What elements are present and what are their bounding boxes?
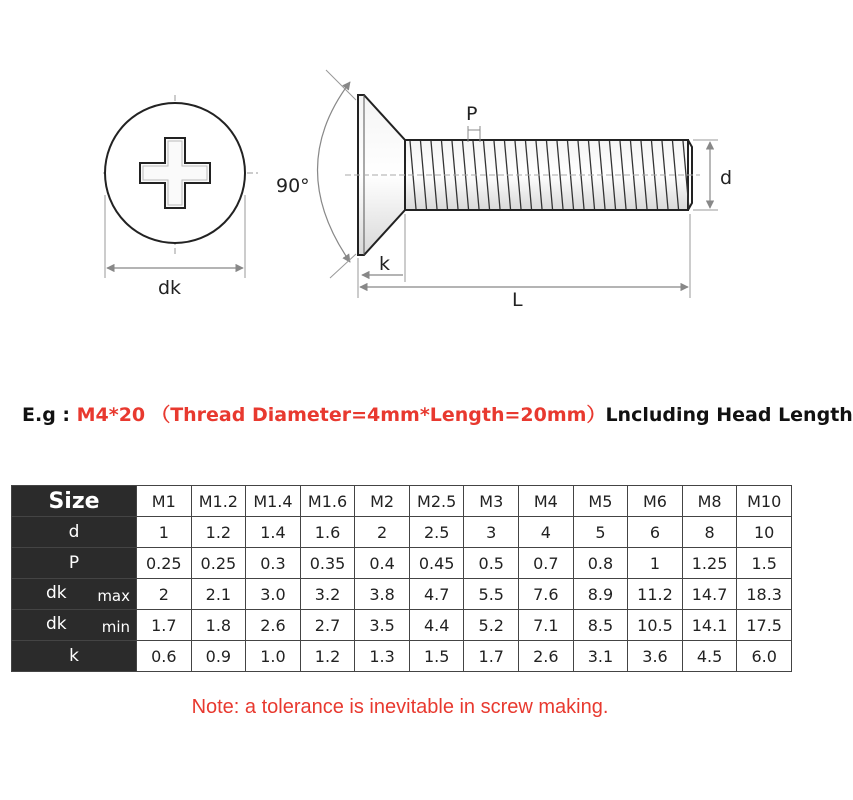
size-cell: M1.6: [300, 486, 355, 517]
screw-head-top-view: [103, 95, 258, 299]
table-header-row: [12, 486, 792, 517]
value-cell: 4.5: [682, 641, 737, 672]
value-cell: 3.5: [355, 610, 410, 641]
value-cell: 3.8: [355, 579, 410, 610]
row-label-text: P: [68, 553, 80, 573]
value-cell: 0.6: [137, 641, 192, 672]
value-cell: 3.2: [300, 579, 355, 610]
value-cell: 1.8: [191, 610, 246, 641]
value-cell: 0.25: [137, 548, 192, 579]
head-height-label: k: [379, 253, 391, 275]
value-cell: 5: [573, 517, 628, 548]
value-cell: 1.3: [355, 641, 410, 672]
row-label-text: dk: [46, 583, 67, 603]
example-suffix: Lncluding Head Length: [605, 404, 853, 426]
tolerance-note: Note: a tolerance is inevitable in screw making.: [191, 696, 609, 718]
value-cell: 0.45: [409, 548, 464, 579]
value-cell: 3: [464, 517, 519, 548]
value-cell: 18.3: [737, 579, 792, 610]
size-cell: M5: [573, 486, 628, 517]
size-cell: M8: [682, 486, 737, 517]
example-detail: （Thread Diameter=4mm*Length=20mm）: [151, 404, 606, 426]
value-cell: 0.35: [300, 548, 355, 579]
size-cell: M1.4: [246, 486, 301, 517]
value-cell: 8.9: [573, 579, 628, 610]
size-cell: M1: [137, 486, 192, 517]
value-cell: 1.2: [300, 641, 355, 672]
row-label: [12, 610, 137, 641]
row-label-sub: min: [101, 618, 130, 636]
value-cell: 14.7: [682, 579, 737, 610]
value-cell: 4: [519, 517, 574, 548]
value-cell: 8.5: [573, 610, 628, 641]
pitch-label: P: [466, 103, 478, 125]
value-cell: 4.4: [409, 610, 464, 641]
value-cell: 17.5: [737, 610, 792, 641]
diameter-label: d: [720, 167, 733, 189]
value-cell: 1.4: [246, 517, 301, 548]
value-cell: 2.6: [246, 610, 301, 641]
value-cell: 8: [682, 517, 737, 548]
value-cell: 3.1: [573, 641, 628, 672]
value-cell: 5.5: [464, 579, 519, 610]
value-cell: 0.3: [246, 548, 301, 579]
value-cell: 2.7: [300, 610, 355, 641]
value-cell: 0.8: [573, 548, 628, 579]
value-cell: 14.1: [682, 610, 737, 641]
table-row: [12, 579, 792, 610]
value-cell: 1: [628, 548, 683, 579]
value-cell: 1.5: [409, 641, 464, 672]
value-cell: 0.4: [355, 548, 410, 579]
value-cell: 1.7: [464, 641, 519, 672]
value-cell: 2: [355, 517, 410, 548]
value-cell: 0.7: [519, 548, 574, 579]
screw-dimension-diagram: [0, 0, 800, 330]
screw-side-view: [276, 70, 732, 311]
row-label: [12, 641, 137, 672]
row-label-text: k: [69, 646, 79, 666]
value-cell: 0.9: [191, 641, 246, 672]
value-cell: 7.1: [519, 610, 574, 641]
size-spec-table: [11, 485, 792, 672]
value-cell: 1.25: [682, 548, 737, 579]
table-row: [12, 641, 792, 672]
example-code: M4*20: [76, 404, 146, 426]
row-label-text: dk: [46, 614, 67, 634]
value-cell: 1.5: [737, 548, 792, 579]
size-cell: M2: [355, 486, 410, 517]
value-cell: 3.6: [628, 641, 683, 672]
example-line: [22, 400, 853, 427]
length-label: L: [512, 289, 523, 311]
value-cell: 2.1: [191, 579, 246, 610]
value-cell: 11.2: [628, 579, 683, 610]
size-cell: M3: [464, 486, 519, 517]
size-cell: M10: [737, 486, 792, 517]
table-row: [12, 517, 792, 548]
value-cell: 6.0: [737, 641, 792, 672]
row-label: [12, 579, 137, 610]
table-row: [12, 610, 792, 641]
value-cell: 2.5: [409, 517, 464, 548]
header-label: Size: [12, 486, 137, 517]
size-cell: M2.5: [409, 486, 464, 517]
value-cell: 0.5: [464, 548, 519, 579]
value-cell: 10.5: [628, 610, 683, 641]
value-cell: 6: [628, 517, 683, 548]
row-label: [12, 548, 137, 579]
value-cell: 7.6: [519, 579, 574, 610]
row-label-text: d: [68, 522, 80, 542]
value-cell: 1.0: [246, 641, 301, 672]
example-prefix: E.g :: [22, 404, 77, 426]
value-cell: 1.7: [137, 610, 192, 641]
value-cell: 1: [137, 517, 192, 548]
row-label: [12, 517, 137, 548]
value-cell: 0.25: [191, 548, 246, 579]
table-row: [12, 548, 792, 579]
size-cell: M4: [519, 486, 574, 517]
value-cell: 10: [737, 517, 792, 548]
value-cell: 2.6: [519, 641, 574, 672]
size-cell: M1.2: [191, 486, 246, 517]
value-cell: 1.6: [300, 517, 355, 548]
value-cell: 1.2: [191, 517, 246, 548]
value-cell: 5.2: [464, 610, 519, 641]
angle-label: 90°: [276, 175, 310, 197]
row-label-sub: max: [97, 587, 130, 605]
dk-label: dk: [158, 277, 182, 299]
value-cell: 2: [137, 579, 192, 610]
value-cell: 4.7: [409, 579, 464, 610]
size-cell: M6: [628, 486, 683, 517]
value-cell: 3.0: [246, 579, 301, 610]
